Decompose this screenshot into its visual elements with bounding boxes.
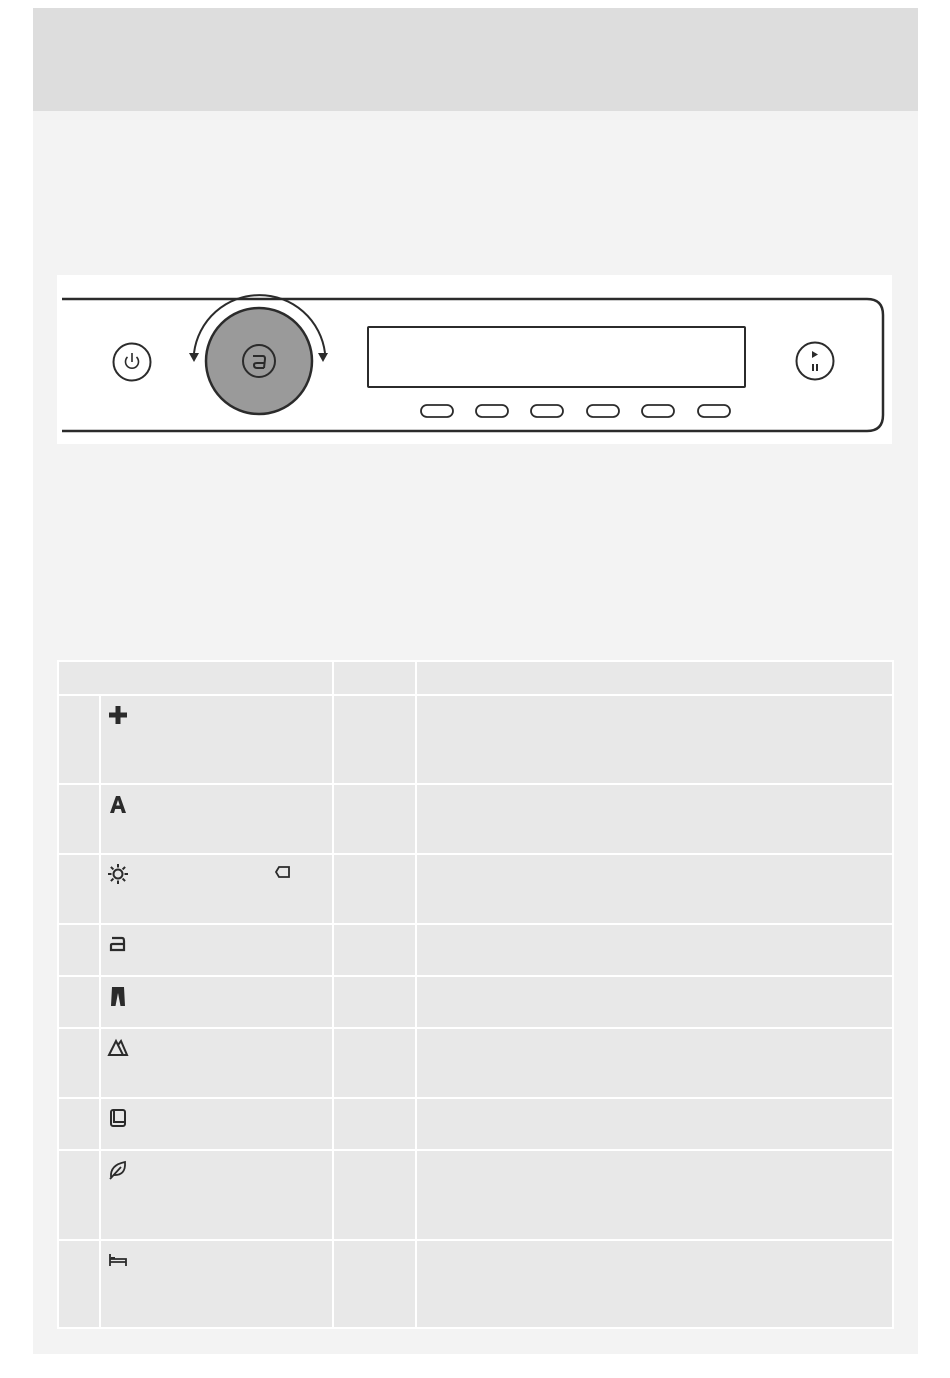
table-row (58, 1098, 893, 1150)
program-name-cell (100, 1028, 333, 1098)
plus-icon (107, 704, 129, 726)
program-name-cell (100, 854, 333, 924)
row-number-cell (58, 1150, 100, 1240)
program-description-cell (416, 695, 893, 784)
program-name-cell (100, 976, 333, 1028)
trousers-icon (107, 985, 129, 1007)
program-description-cell (416, 976, 893, 1028)
program-description-cell (416, 854, 893, 924)
header-program (58, 661, 333, 695)
bed-icon (107, 1249, 129, 1271)
program-name-cell (100, 1098, 333, 1150)
towel-icon (107, 1107, 129, 1129)
start-pause-button[interactable] (797, 343, 834, 380)
table-header-row (58, 661, 893, 695)
row-number-cell (58, 1098, 100, 1150)
table-row (58, 924, 893, 976)
row-number-cell (58, 976, 100, 1028)
table-row (58, 695, 893, 784)
row-number-cell (58, 784, 100, 854)
option-buttons (421, 405, 730, 417)
control-panel-illustration (57, 275, 892, 444)
program-value-cell (333, 854, 416, 924)
row-number-cell (58, 1240, 100, 1328)
leaf-icon (107, 1159, 129, 1181)
table-row (58, 976, 893, 1028)
option-button-2 (476, 405, 508, 417)
iron-icon (107, 933, 129, 955)
program-value-cell (333, 1150, 416, 1240)
mountain-icon (107, 1037, 129, 1059)
power-button[interactable] (114, 344, 151, 381)
program-value-cell (333, 924, 416, 976)
program-table (57, 660, 892, 1329)
program-dial[interactable] (206, 308, 312, 414)
header-value (333, 661, 416, 695)
row-number-cell (58, 695, 100, 784)
program-description-cell (416, 784, 893, 854)
program-description-cell (416, 924, 893, 976)
table-row (58, 1240, 893, 1328)
program-value-cell (333, 1098, 416, 1150)
program-name-cell (100, 1150, 333, 1240)
program-name-cell (100, 784, 333, 854)
option-button-1 (421, 405, 453, 417)
program-description-cell (416, 1240, 893, 1328)
program-description-cell (416, 1098, 893, 1150)
option-button-4 (587, 405, 619, 417)
row-number-cell (58, 1028, 100, 1098)
program-value-cell (333, 784, 416, 854)
row-number-cell (58, 924, 100, 976)
sun-icon (107, 863, 129, 885)
header-band (33, 8, 918, 111)
option-button-6 (698, 405, 730, 417)
program-description-cell (416, 1150, 893, 1240)
program-value-cell (333, 695, 416, 784)
table-row (58, 784, 893, 854)
program-name-cell (100, 924, 333, 976)
table-row (58, 1028, 893, 1098)
program-value-cell (333, 976, 416, 1028)
letter-a-icon (107, 793, 129, 815)
header-description (416, 661, 893, 695)
program-description-cell (416, 1028, 893, 1098)
option-button-5 (642, 405, 674, 417)
tag-icon (273, 865, 291, 879)
display-screen (367, 326, 746, 388)
table-row (58, 854, 893, 924)
table-row (58, 1150, 893, 1240)
option-button-3 (531, 405, 563, 417)
program-value-cell (333, 1240, 416, 1328)
row-number-cell (58, 854, 100, 924)
program-name-cell (100, 1240, 333, 1328)
program-value-cell (333, 1028, 416, 1098)
program-name-cell (100, 695, 333, 784)
